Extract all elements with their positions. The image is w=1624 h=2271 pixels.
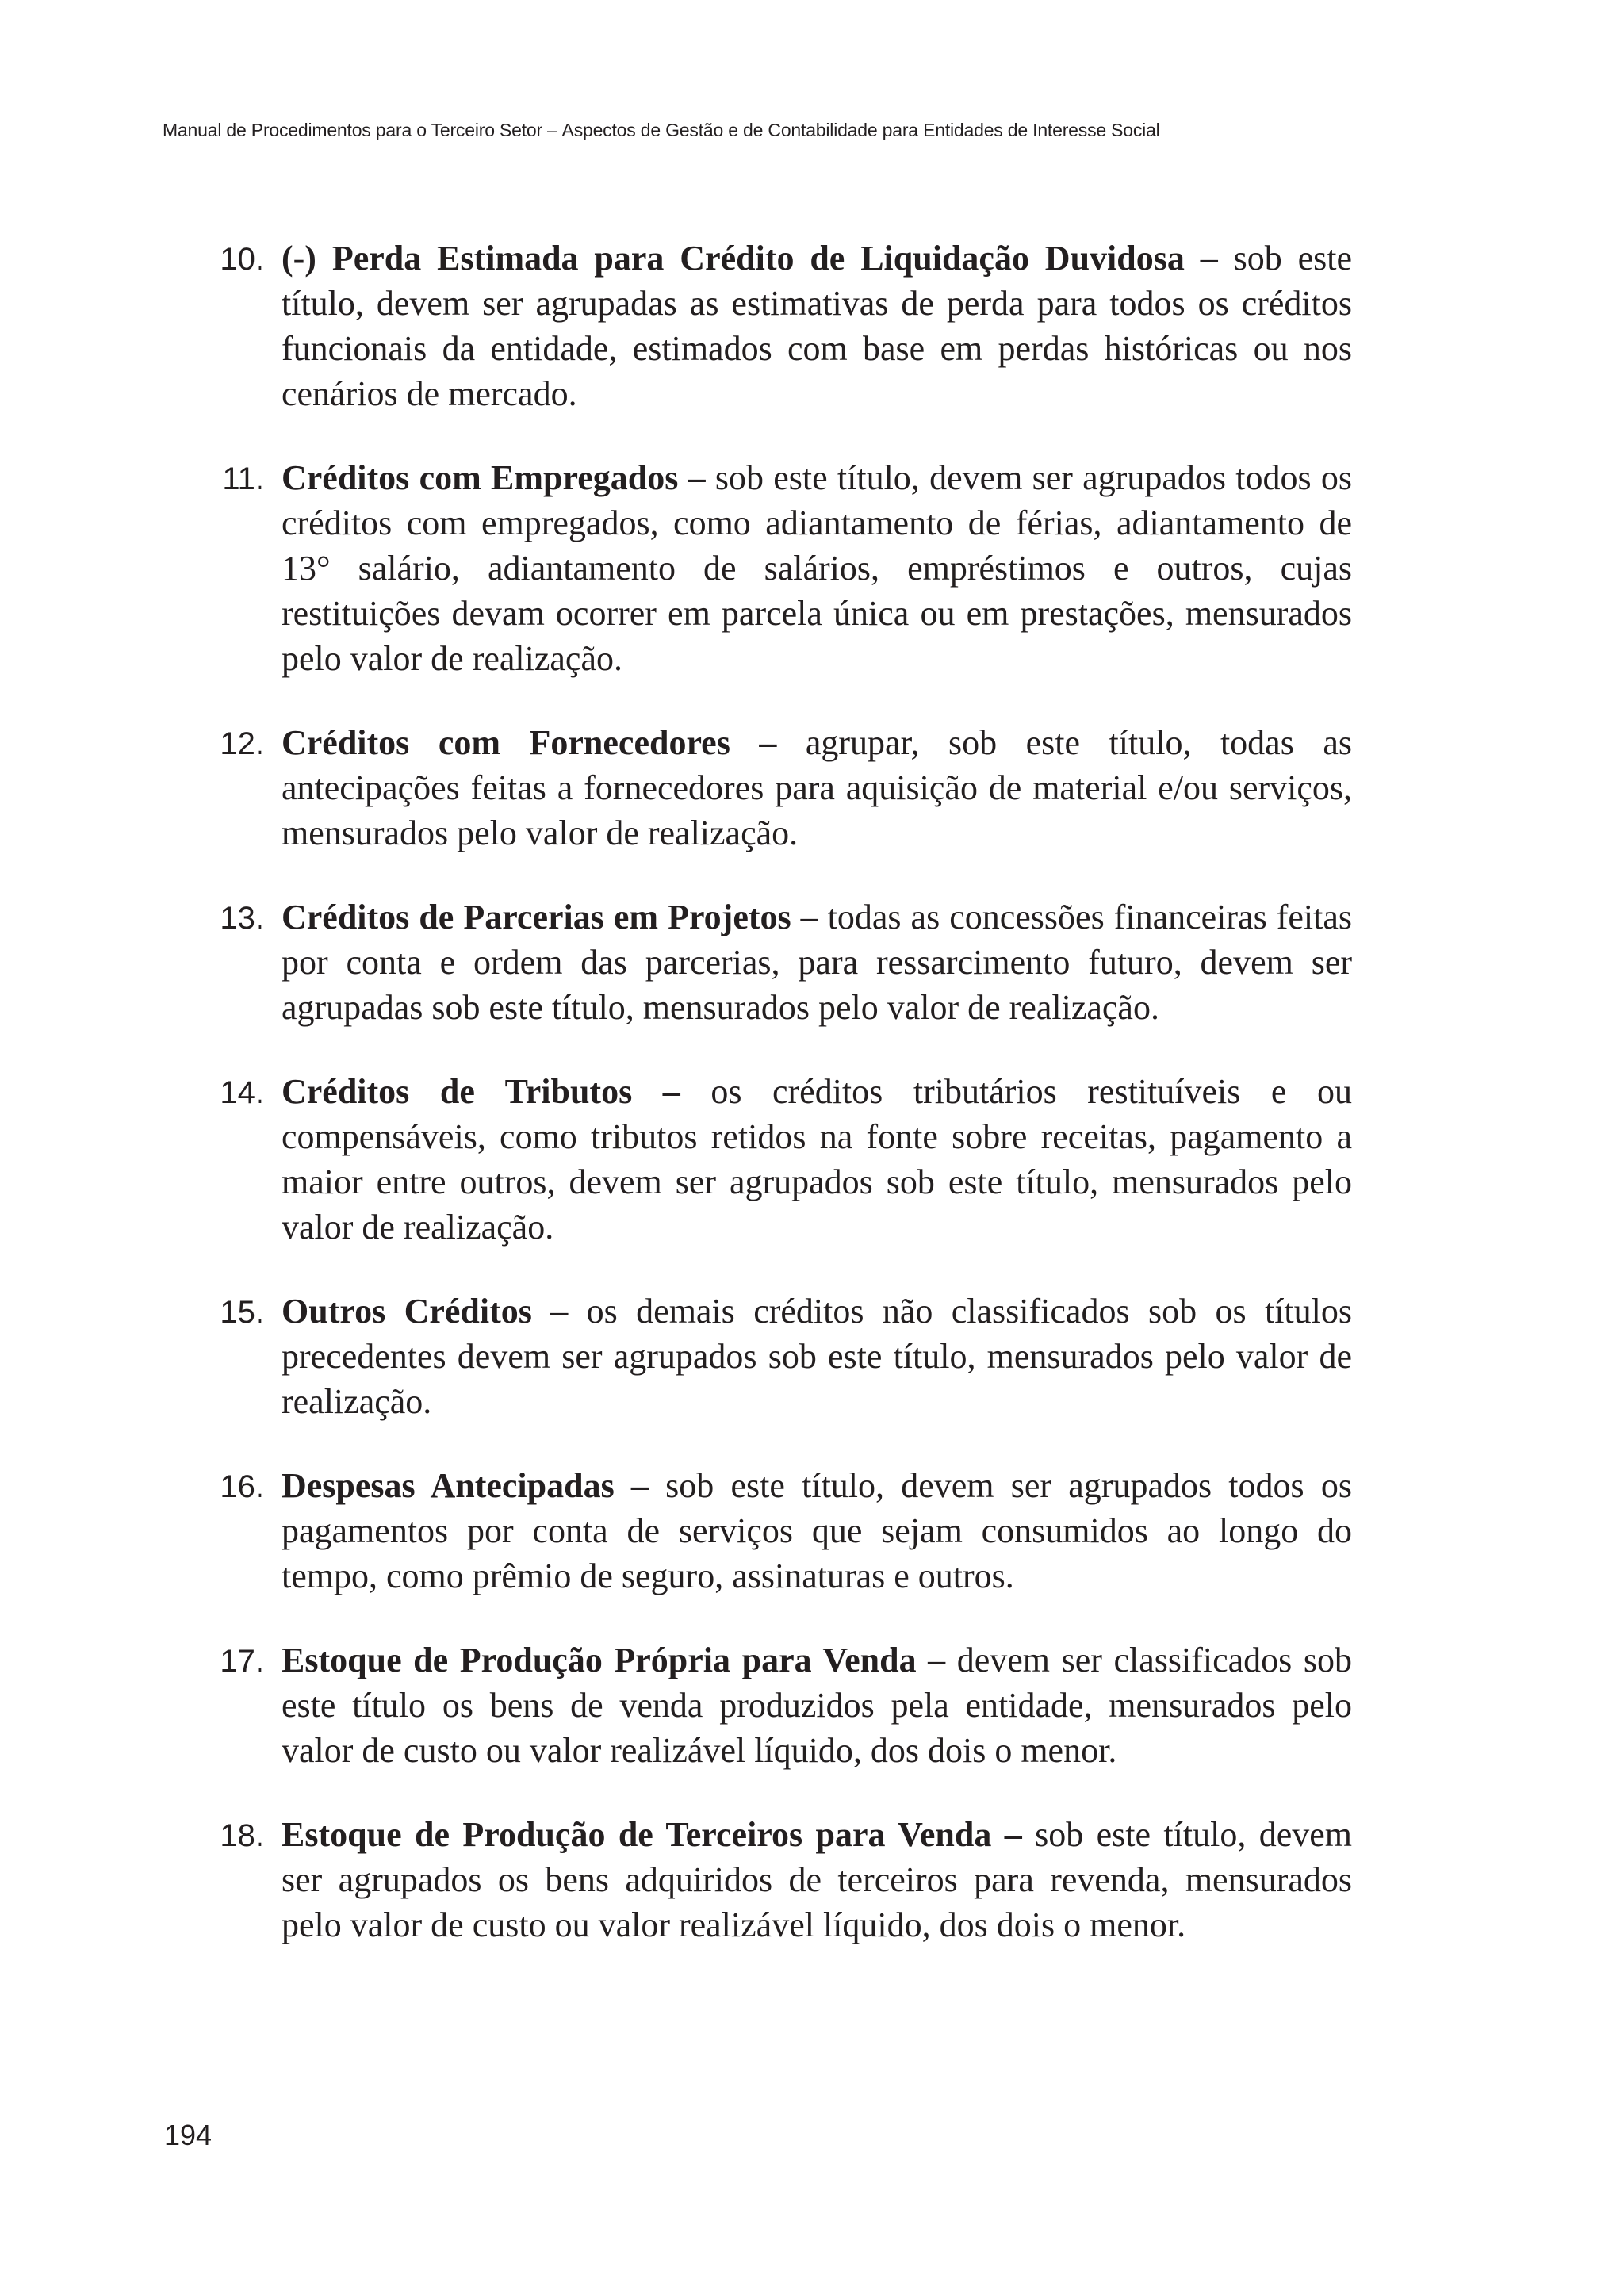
item-text bbox=[282, 455, 1352, 681]
item-text bbox=[282, 894, 1352, 1030]
item-term: Créditos com Fornecedores – bbox=[282, 723, 777, 762]
item-number: 10. bbox=[220, 242, 264, 277]
item-description: devem ser classificados sob este título os bens de venda produzidos pela entidade, mensurados pelo valor de custo ou valor realizável líquido, dos dois o menor. bbox=[282, 1641, 1352, 1770]
list-item bbox=[163, 894, 1352, 1030]
item-number: 14. bbox=[220, 1075, 264, 1110]
item-description: agrupar, sob este título, todas as antecipações feitas a fornecedores para aquisição de material e/ou serviços, mensurados pelo valor de realização. bbox=[282, 723, 1353, 852]
item-text bbox=[282, 1812, 1352, 1947]
item-number: 17. bbox=[220, 1644, 264, 1679]
list-item bbox=[163, 1289, 1352, 1424]
item-term: Estoque de Produção de Terceiros para Venda – bbox=[282, 1815, 1022, 1854]
header-separator: – bbox=[546, 120, 557, 140]
running-header bbox=[163, 118, 1511, 142]
book-subtitle: Aspectos de Gestão e de Contabilidade para Entidades de Interesse Social bbox=[561, 120, 1160, 140]
list-item bbox=[163, 1463, 1352, 1599]
item-number: 13. bbox=[220, 901, 264, 936]
item-description: sob este título, devem ser agrupados todos os pagamentos por conta de serviços que sejam consumidos ao longo do tempo, como prêmio de seguro, assinaturas e outros. bbox=[282, 1466, 1352, 1595]
book-title: Manual de Procedimentos para o Terceiro Setor bbox=[163, 120, 542, 140]
item-number: 12. bbox=[220, 726, 264, 761]
item-description: todas as concessões financeiras feitas por conta e ordem das parcerias, para ressarcimento futuro, devem ser agrupadas sob este título, mensurados pelo valor de realização. bbox=[282, 898, 1353, 1027]
account-item-list bbox=[163, 236, 1352, 1986]
item-description: sob este título, devem ser agrupadas as estimativas de perda para todos os créditos funcionais da entidade, estimados com base em perdas históricas ou nos cenários de mercado. bbox=[282, 239, 1353, 413]
item-description: os créditos tributários restituíveis e ou compensáveis, como tributos retidos na fonte sobre receitas, pagamento a maior entre outros, devem ser agrupados sob este título, mensurados pelo valor de realização. bbox=[282, 1072, 1352, 1247]
page-number: 194 bbox=[164, 2119, 213, 2151]
list-item bbox=[163, 1069, 1352, 1250]
list-item bbox=[163, 1637, 1352, 1773]
item-number: 11. bbox=[222, 461, 264, 496]
item-term: (-) Perda Estimada para Crédito de Liquidação Duvidosa – bbox=[282, 239, 1218, 278]
item-term: Créditos com Empregados – bbox=[282, 458, 706, 497]
item-description: os demais créditos não classificados sob os títulos precedentes devem ser agrupados sob este título, mensurados pelo valor de realização. bbox=[282, 1292, 1352, 1421]
list-item bbox=[163, 720, 1352, 856]
list-item bbox=[163, 455, 1352, 681]
item-text bbox=[282, 1069, 1352, 1250]
item-number: 18. bbox=[220, 1818, 264, 1853]
item-number: 15. bbox=[220, 1295, 264, 1330]
item-text bbox=[282, 1463, 1352, 1599]
item-description: sob este título, devem ser agrupados os bens adquiridos de terceiros para revenda, mensurados pelo valor de custo ou valor realizável líquido, dos dois o menor. bbox=[282, 1815, 1352, 1944]
item-text bbox=[282, 236, 1352, 416]
item-term: Outros Créditos – bbox=[282, 1292, 569, 1331]
item-description: sob este título, devem ser agrupados todos os créditos com empregados, como adiantamento de férias, adiantamento de 13° salário, adiantamento de salários, empréstimos e outros, cujas restituições devam ocorrer em parcela única ou em prestações, mensurados pelo valor de realização. bbox=[282, 458, 1352, 678]
item-term: Créditos de Tributos – bbox=[282, 1072, 680, 1111]
item-text bbox=[282, 720, 1352, 856]
item-number: 16. bbox=[220, 1469, 264, 1504]
list-item bbox=[163, 236, 1352, 416]
item-term: Despesas Antecipadas – bbox=[282, 1466, 649, 1505]
list-item bbox=[163, 1812, 1352, 1947]
item-text bbox=[282, 1637, 1352, 1773]
item-term: Estoque de Produção Própria para Venda – bbox=[282, 1641, 946, 1679]
item-text bbox=[282, 1289, 1352, 1424]
item-term: Créditos de Parcerias em Projetos – bbox=[282, 898, 818, 936]
